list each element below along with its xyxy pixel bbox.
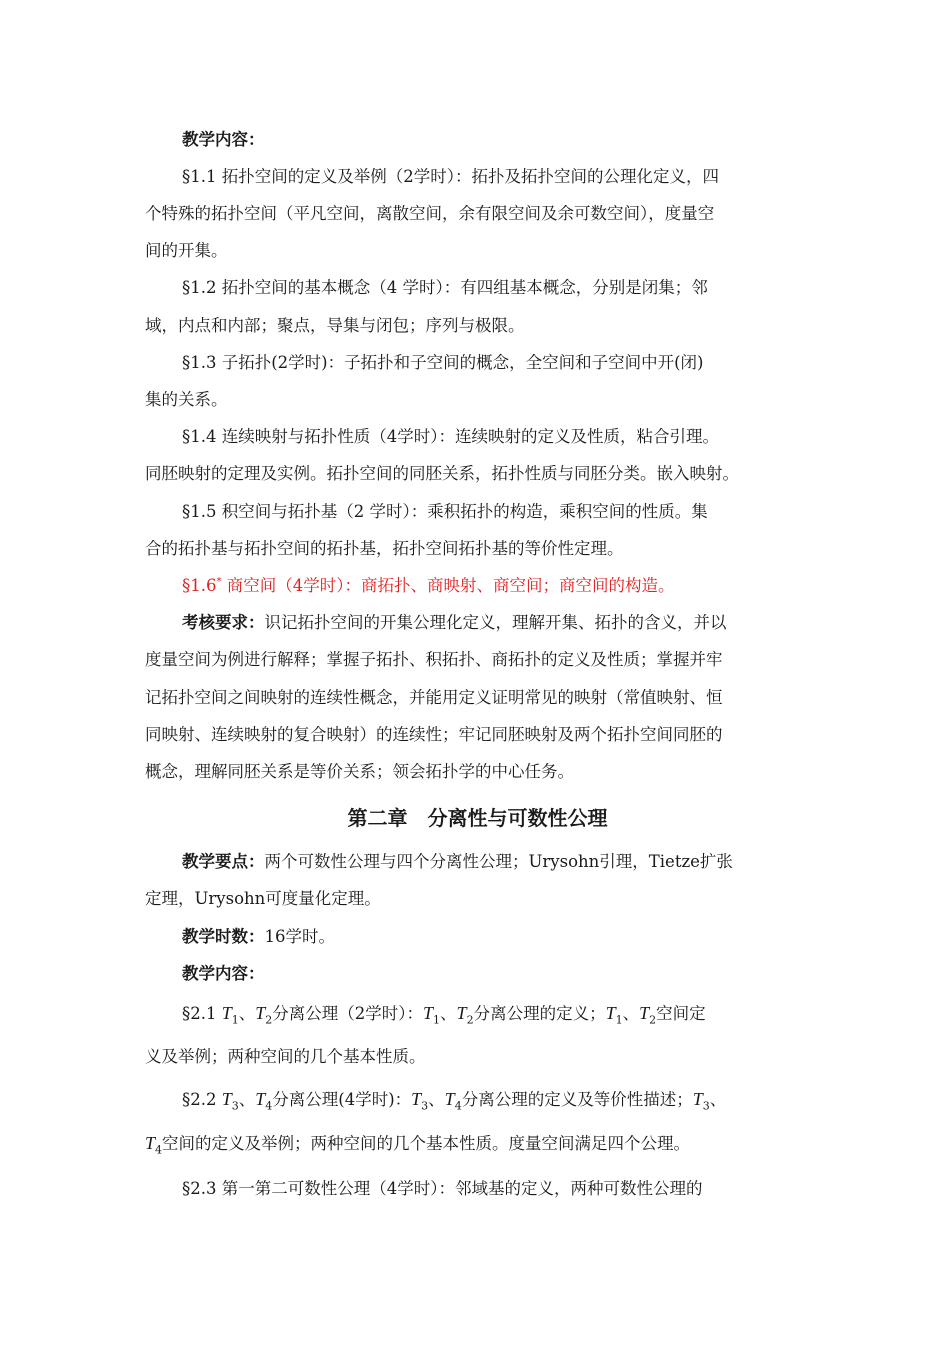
T-symbol: T bbox=[411, 1089, 422, 1109]
T-symbol: T bbox=[692, 1089, 703, 1109]
subscript: 3 bbox=[421, 1099, 429, 1113]
section-2-2-line-1 bbox=[182, 1086, 726, 1112]
subscript: 1 bbox=[231, 1013, 239, 1027]
section-2-1-text: 分离公理（2学时）： bbox=[272, 1004, 424, 1023]
subscript: 2 bbox=[649, 1013, 657, 1027]
teaching-hours-line bbox=[182, 923, 335, 947]
teaching-content-label-2: 教学内容： bbox=[182, 964, 265, 983]
section-1-4-line-1: §1.4 连续映射与拓扑性质（4学时）：连续映射的定义及性质，粘合引理。 bbox=[182, 427, 719, 446]
separator: 、 bbox=[440, 1004, 457, 1023]
chapter-2-title: 第二章 分离性与可数性公理 bbox=[347, 806, 608, 830]
subscript: 1 bbox=[433, 1013, 441, 1027]
assessment-line-4: 同映射、连续映射的复合映射）的连续性；牢记同胚映射及两个拓扑空间同胚的 bbox=[145, 725, 723, 744]
teaching-hours-value: 16学时。 bbox=[264, 927, 335, 946]
subscript: 4 bbox=[155, 1143, 163, 1157]
section-2-3-line-1: §2.3 第一第二可数性公理（4学时）：邻域基的定义，两种可数性公理的 bbox=[182, 1179, 703, 1198]
assessment-line-2: 度量空间为例进行解释；掌握子拓扑、积拓扑、商拓扑的定义及性质；掌握并牢 bbox=[145, 650, 723, 669]
assessment-label: 考核要求： bbox=[182, 613, 265, 632]
assessment-line-5: 概念，理解同胚关系是等价关系；领会拓扑学的中心任务。 bbox=[145, 762, 574, 781]
T-symbol: T bbox=[423, 1003, 434, 1023]
optional-star-mark: * bbox=[216, 576, 222, 588]
key-points-label: 教学要点： bbox=[182, 852, 265, 871]
separator: 、 bbox=[428, 1090, 445, 1109]
section-1-2-line-1: §1.2 拓扑空间的基本概念（4 学时）：有四组基本概念，分别是闭集；邻 bbox=[182, 278, 708, 297]
separator: 、 bbox=[238, 1004, 256, 1023]
section-2-2-number: §2.2 bbox=[182, 1090, 222, 1109]
subscript: 2 bbox=[466, 1013, 474, 1027]
section-2-2-text: 空间的定义及举例；两种空间的几个基本性质。度量空间满足四个公理。 bbox=[162, 1134, 691, 1153]
T-symbol: T bbox=[444, 1089, 455, 1109]
section-2-1-line-1 bbox=[182, 1000, 706, 1026]
section-1-4-line-2: 同胚映射的定理及实例。拓扑空间的同胚关系，拓扑性质与同胚分类。嵌入映射。 bbox=[145, 464, 739, 483]
subscript: 4 bbox=[454, 1099, 462, 1113]
subscript: 3 bbox=[702, 1099, 710, 1113]
key-points-text-1: 两个可数性公理与四个分离性公理；Urysohn引理，Tietze扩张 bbox=[264, 852, 733, 871]
assessment-text-1: 识记拓扑空间的开集公理化定义，理解开集、拓扑的含义，并以 bbox=[264, 613, 727, 632]
section-1-1-line-3: 间的开集。 bbox=[145, 241, 228, 260]
section-2-1-line-2: 义及举例；两种空间的几个基本性质。 bbox=[145, 1047, 426, 1066]
section-2-2-text: 分离公理的定义及等价性描述； bbox=[461, 1090, 693, 1109]
subscript: 1 bbox=[615, 1013, 623, 1027]
T-symbol: T bbox=[255, 1003, 266, 1023]
section-2-1-number: §2.1 bbox=[182, 1004, 222, 1023]
section-1-3-line-2: 集的关系。 bbox=[145, 390, 228, 409]
section-2-1-text: 空间定 bbox=[656, 1004, 706, 1023]
section-1-5-line-2: 合的拓扑基与拓扑空间的拓扑基，拓扑空间拓扑基的等价性定理。 bbox=[145, 539, 624, 558]
section-1-6-text: 商空间（4学时）：商拓扑、商映射、商空间；商空间的构造。 bbox=[221, 576, 675, 595]
section-2-2-text: 分离公理(4学时)： bbox=[272, 1090, 412, 1109]
assessment-line-1 bbox=[182, 609, 727, 633]
T-symbol: T bbox=[221, 1089, 232, 1109]
separator: 、 bbox=[238, 1090, 256, 1109]
section-1-6-number: §1.6 bbox=[182, 576, 217, 595]
T-symbol: T bbox=[221, 1003, 232, 1023]
assessment-line-3: 记拓扑空间之间映射的连续性概念，并能用定义证明常见的映射（常值映射、恒 bbox=[145, 688, 723, 707]
subscript: 2 bbox=[265, 1013, 273, 1027]
separator: 、 bbox=[709, 1090, 727, 1109]
section-1-2-line-2: 域，内点和内部；聚点，导集与闭包；序列与极限。 bbox=[145, 316, 525, 335]
section-1-1-line-2: 个特殊的拓扑空间（平凡空间，离散空间，余有限空间及余可数空间），度量空 bbox=[145, 204, 715, 223]
teaching-content-label: 教学内容： bbox=[182, 130, 265, 149]
section-1-3-line-1: §1.3 子拓扑(2学时)：子拓扑和子空间的概念，全空间和子空间中开(闭) bbox=[182, 353, 704, 372]
separator: 、 bbox=[622, 1004, 640, 1023]
T-symbol: T bbox=[456, 1003, 467, 1023]
T-symbol: T bbox=[605, 1003, 616, 1023]
T-symbol: T bbox=[145, 1133, 156, 1153]
T-symbol: T bbox=[255, 1089, 266, 1109]
section-1-1-line-1: §1.1 拓扑空间的定义及举例（2学时）：拓扑及拓扑空间的公理化定义，四 bbox=[182, 167, 719, 186]
key-points-line-2: 定理，Urysohn可度量化定理。 bbox=[145, 889, 381, 908]
section-2-2-line-2 bbox=[145, 1130, 690, 1156]
T-symbol: T bbox=[639, 1003, 650, 1023]
section-1-6-line bbox=[182, 572, 675, 596]
key-points-line-1 bbox=[182, 848, 733, 872]
subscript: 4 bbox=[265, 1099, 273, 1113]
subscript: 3 bbox=[231, 1099, 239, 1113]
section-1-5-line-1: §1.5 积空间与拓扑基（2 学时）：乘积拓扑的构造，乘积空间的性质。集 bbox=[182, 502, 708, 521]
teaching-hours-label: 教学时数： bbox=[182, 927, 265, 946]
section-2-1-text: 分离公理的定义； bbox=[473, 1004, 606, 1023]
